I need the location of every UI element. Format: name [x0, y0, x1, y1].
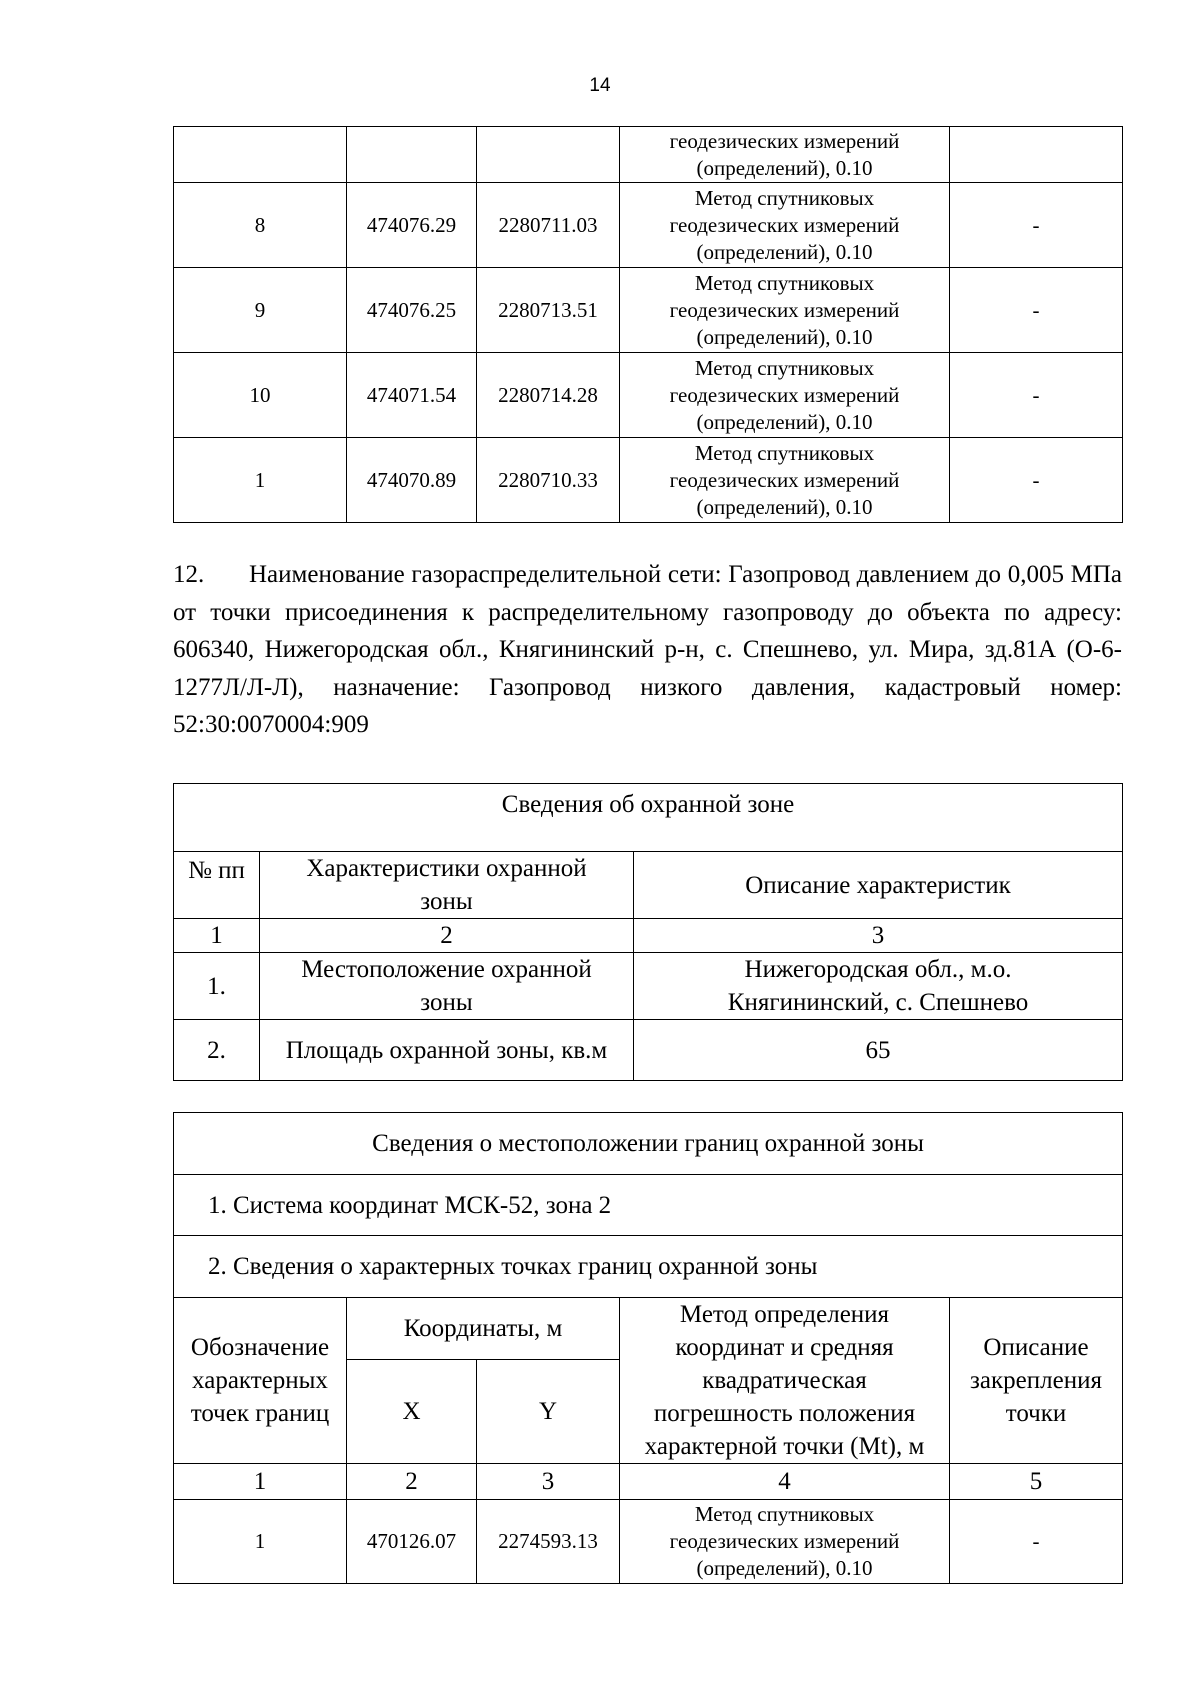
header-x: X: [347, 1360, 477, 1464]
protection-zone-table: [173, 783, 1123, 1081]
point-number: 10: [174, 353, 347, 438]
boundary-table: [173, 1112, 1123, 1584]
method-cell: Метод спутниковых геодезических измерений (определений), 0.10: [620, 268, 950, 353]
fix-description: -: [950, 268, 1123, 353]
row-number: 2.: [174, 1020, 260, 1081]
row-number: 1.: [174, 953, 260, 1020]
coord-x: 470126.07: [347, 1500, 477, 1584]
method-cell: геодезических измерений (определений), 0.10: [620, 127, 950, 183]
coord-y: 2280710.33: [477, 438, 620, 523]
table-row: [174, 268, 1123, 353]
page-number: 14: [589, 75, 611, 96]
coord-y: 2280711.03: [477, 183, 620, 268]
coord-y: 2280714.28: [477, 353, 620, 438]
coord-y: 2274593.13: [477, 1500, 620, 1584]
table-row: [174, 183, 1123, 268]
section-text: Наименование газораспределительной сети: Газопровод давлением до 0,005 МПа от точки присоединения к распределительному газопроводу до объекта по адресу: 606340, Нижегородская обл., Княгининский р-н, с. Спешнево, ул. Мира, зд.81А (О-6-1277Л/Л-Л), назначение: Газопровод низкого давления, кадастровый номер: 52:30:0070004:909: [173, 561, 1122, 738]
point-number: 8: [174, 183, 347, 268]
method-cell: Метод спутниковых геодезических измерений (определений), 0.10: [620, 353, 950, 438]
header-y: Y: [477, 1360, 620, 1464]
method-cell: Метод спутниковых геодезических измерений (определений), 0.10: [620, 183, 950, 268]
header-characteristic: Характеристики охранной зоны: [260, 852, 634, 919]
method-cell: Метод спутниковых геодезических измерений (определений), 0.10: [620, 1500, 950, 1584]
fix-description: -: [950, 183, 1123, 268]
index-cell: 1: [174, 919, 260, 953]
index-cell: 2: [347, 1464, 477, 1500]
characteristic: Площадь охранной зоны, кв.м: [260, 1020, 634, 1081]
section-paragraph: [173, 556, 1122, 744]
coord-x: 474076.25: [347, 268, 477, 353]
points-title: 2. Сведения о характерных точках границ охранной зоны: [174, 1236, 1123, 1298]
coord-x: 474076.29: [347, 183, 477, 268]
coord-x: 474070.89: [347, 438, 477, 523]
header-description: Описание характеристик: [634, 852, 1123, 919]
table-title: Сведения о местоположении границ охранной зоны: [174, 1113, 1123, 1175]
table-row: [174, 1500, 1123, 1584]
header-fixing: Описание закрепления точки: [950, 1298, 1123, 1464]
header-coordinates: Координаты, м: [347, 1298, 620, 1360]
point-number: 1: [174, 438, 347, 523]
fix-description: -: [950, 353, 1123, 438]
coordinates-table-continued: [173, 126, 1123, 523]
fix-description: -: [950, 1500, 1123, 1584]
table-row: [174, 1020, 1123, 1081]
description: 65: [634, 1020, 1123, 1081]
description: Нижегородская обл., м.о. Княгининский, с. Спешнево: [634, 953, 1123, 1020]
index-cell: 3: [634, 919, 1123, 953]
fix-description: -: [950, 438, 1123, 523]
characteristic: Местоположение охранной зоны: [260, 953, 634, 1020]
header-method: Метод определения координат и средняя квадратическая погрешность положения характерной точки (Mt), м: [620, 1298, 950, 1464]
index-cell: 1: [174, 1464, 347, 1500]
coordinate-system: 1. Система координат МСК-52, зона 2: [174, 1175, 1123, 1236]
index-cell: 3: [477, 1464, 620, 1500]
section-number: 12.: [173, 561, 205, 588]
header-designation: Обозначение характерных точек границ: [174, 1298, 347, 1464]
coord-x: 474071.54: [347, 353, 477, 438]
point-number: 9: [174, 268, 347, 353]
index-cell: 4: [620, 1464, 950, 1500]
coord-y: 2280713.51: [477, 268, 620, 353]
table-row: [174, 353, 1123, 438]
table-row: [174, 953, 1123, 1020]
table-row: [174, 127, 1123, 183]
point-number: 1: [174, 1500, 347, 1584]
method-cell: Метод спутниковых геодезических измерений (определений), 0.10: [620, 438, 950, 523]
index-cell: 2: [260, 919, 634, 953]
header-num: № пп: [174, 852, 260, 919]
table-row: [174, 438, 1123, 523]
table-title: Сведения об охранной зоне: [174, 784, 1123, 852]
index-cell: 5: [950, 1464, 1123, 1500]
